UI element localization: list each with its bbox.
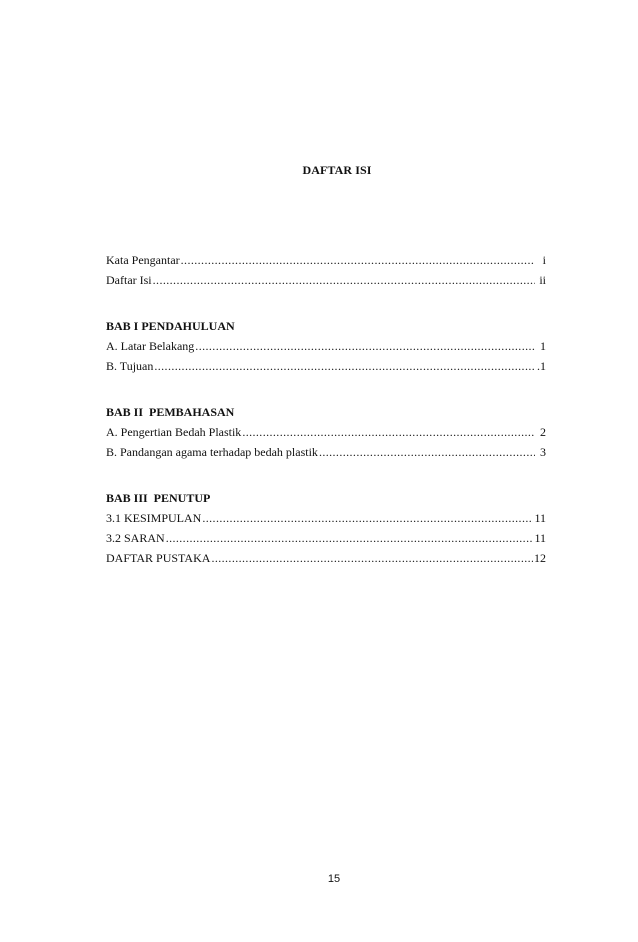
page-number: 15	[327, 873, 341, 885]
section-spacer	[106, 290, 546, 316]
toc-entry-daftar-isi[interactable]	[106, 270, 546, 290]
toc-entry-page: i	[542, 253, 546, 267]
toc-entry-page: ii	[539, 273, 546, 287]
toc-entry-page: 1	[540, 339, 546, 353]
toc-entry-saran[interactable]	[106, 528, 546, 548]
toc-entry-daftar-pustaka[interactable]	[106, 548, 546, 568]
dot-leader	[319, 442, 535, 462]
chapter-heading-bab-3[interactable]: BAB III PENUTUP	[106, 491, 211, 505]
dot-leader	[211, 548, 533, 568]
toc-entry-label: 3.1 KESIMPULAN	[106, 511, 202, 525]
dot-leader	[202, 508, 533, 528]
dot-leader	[195, 336, 535, 356]
section-spacer	[106, 462, 546, 488]
chapter-heading-bab-1[interactable]: BAB I PENDAHULUAN	[106, 319, 235, 333]
toc-entry-page: 11	[534, 531, 546, 545]
dot-leader	[154, 356, 535, 376]
toc-entry-pandangan-agama[interactable]	[106, 442, 546, 462]
toc-entry-label: A. Latar Belakang	[106, 339, 195, 353]
chapter-heading-bab-2[interactable]: BAB II PEMBAHASAN	[106, 405, 235, 419]
section-spacer	[106, 376, 546, 402]
toc-entry-label: DAFTAR PUSTAKA	[106, 551, 211, 565]
dot-leader	[181, 250, 535, 270]
toc-entry-label: Daftar Isi	[106, 273, 152, 287]
toc-entry-label: B. Tujuan	[106, 359, 154, 373]
toc-entry-kata-pengantar[interactable]	[106, 250, 546, 270]
table-of-contents	[106, 250, 546, 568]
dot-leader	[153, 270, 535, 290]
toc-entry-page: 12	[534, 551, 546, 565]
toc-entry-page: 11	[534, 511, 546, 525]
toc-entry-label: 3.2 SARAN	[106, 531, 165, 545]
toc-entry-latar-belakang[interactable]	[106, 336, 546, 356]
toc-entry-label: A. Pengertian Bedah Plastik	[106, 425, 242, 439]
dot-leader	[166, 528, 534, 548]
toc-entry-label: Kata Pengantar	[106, 253, 180, 267]
toc-entry-tujuan[interactable]	[106, 356, 546, 376]
toc-entry-page: 2	[537, 425, 546, 439]
toc-entry-pengertian-bedah-plastik[interactable]	[106, 422, 546, 442]
toc-entry-page: 3	[537, 445, 546, 459]
toc-entry-label: B. Pandangan agama terhadap bedah plastik	[106, 445, 318, 459]
toc-entry-page: .1	[537, 359, 546, 373]
toc-entry-kesimpulan[interactable]	[106, 508, 546, 528]
page-title: DAFTAR ISI	[302, 163, 372, 177]
dot-leader	[242, 422, 535, 442]
